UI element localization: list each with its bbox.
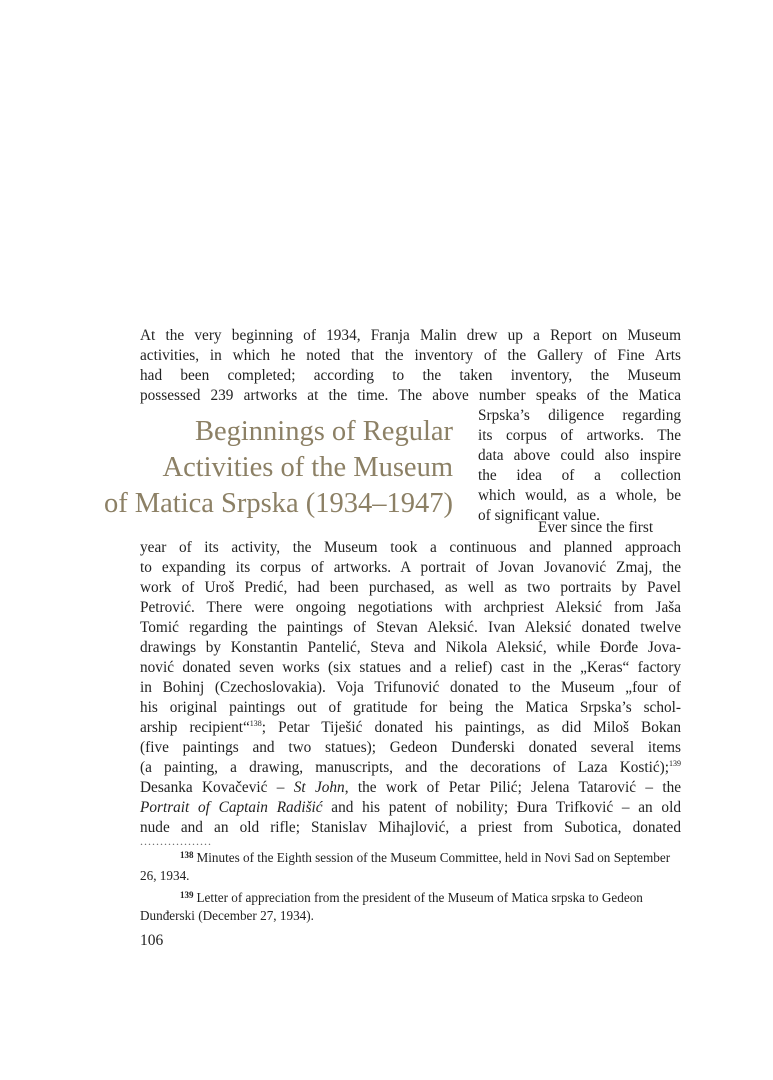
footnote-number: 138 [180,850,194,860]
body-line: At the very beginning of 1934, Franja Malin drew up a Report on Museum [140,327,681,344]
body-line: (five paintings and two statues); Gedeon Dunđerski donated several items [140,739,681,756]
section-heading-line: Activities of the Museum [162,452,453,483]
body-text: Desanka Kovačević – [140,779,294,796]
body-line: Petrović. There were ongoing negotiations with archpriest Aleksić from Jaša [140,599,681,616]
body-line [140,758,681,778]
artwork-title: Portrait of Captain Radišić [140,799,323,816]
body-line: in Bohinj (Czechoslovakia). Voja Trifunović donated to the Museum „four of [140,679,681,696]
body-line: year of its activity, the Museum took a continuous and planned approach [140,539,681,556]
body-text: (a painting, a drawing, manuscripts, and the decorations of Laza Kostić); [140,759,669,776]
footnote-separator: .................. [140,834,212,848]
artwork-title: St John [293,779,345,796]
footnote-number: 139 [180,890,194,900]
body-line: work of Uroš Predić, had been purchased, as well as two portraits by Pavel [140,579,681,596]
body-line: his original paintings out of gratitude for being the Matica Srpska’s schol- [140,699,681,716]
body-line: possessed 239 artworks at the time. The above number speaks of the Matica [140,387,681,404]
footnote-text: Letter of appreciation from the president of the Museum of Matica srpska to Gedeon Dunđerski (December 27, 1934). [140,890,643,923]
side-column-line: its corpus of artworks. The [478,427,681,444]
footnote-138 [140,846,681,885]
body-text: , the work of Petar Pilić; Jelena Tatarović – the [344,779,682,796]
footnote-text: Minutes of the Eighth session of the Museum Committee, held in Novi Sad on September 26, 1934. [140,850,671,883]
footnote-ref-139[interactable]: 139 [669,759,681,768]
side-column-line: data above could also inspire [478,447,681,464]
paragraph-indent-line: Ever since the first [538,519,654,536]
body-line: activities, in which he noted that the inventory of the Gallery of Fine Arts [140,347,681,364]
body-text: ; Petar Tiješić donated his paintings, as did Miloš Bokan [261,719,681,736]
body-line: had been completed; according to the taken inventory, the Museum [140,367,681,384]
body-line: nović donated seven works (six statues and a relief) cast in the „Keras“ factory [140,659,681,676]
body-line [140,718,681,738]
footnote-139 [140,886,681,925]
footnote-ref-138[interactable]: 138 [249,719,262,728]
body-text: arship recipient“ [140,719,250,736]
side-column-line: which would, as a whole, be [478,487,681,504]
body-line: to expanding its corpus of artworks. A portrait of Jovan Jovanović Zmaj, the [140,559,681,576]
body-line: drawings by Konstantin Pantelić, Steva and Nikola Aleksić, while Đorđe Jova- [140,639,681,656]
body-text: and his patent of nobility; Đura Trifković – an old [322,799,681,816]
side-column-line: Srpska’s diligence regarding [478,407,681,424]
section-heading-line: of Matica Srpska (1934–1947) [103,488,453,519]
page-number: 106 [140,932,164,949]
body-line [140,778,681,798]
body-line: Tomić regarding the paintings of Stevan Aleksić. Ivan Aleksić donated twelve [140,619,681,636]
side-column-line: the idea of a collection [478,467,681,484]
body-line [140,798,681,818]
side-column-line: of significant value. [478,507,600,524]
body-line: nude and an old rifle; Stanislav Mihajlović, a priest from Subotica, donated [140,819,681,836]
section-heading-line: Beginnings of Regular [194,416,453,447]
